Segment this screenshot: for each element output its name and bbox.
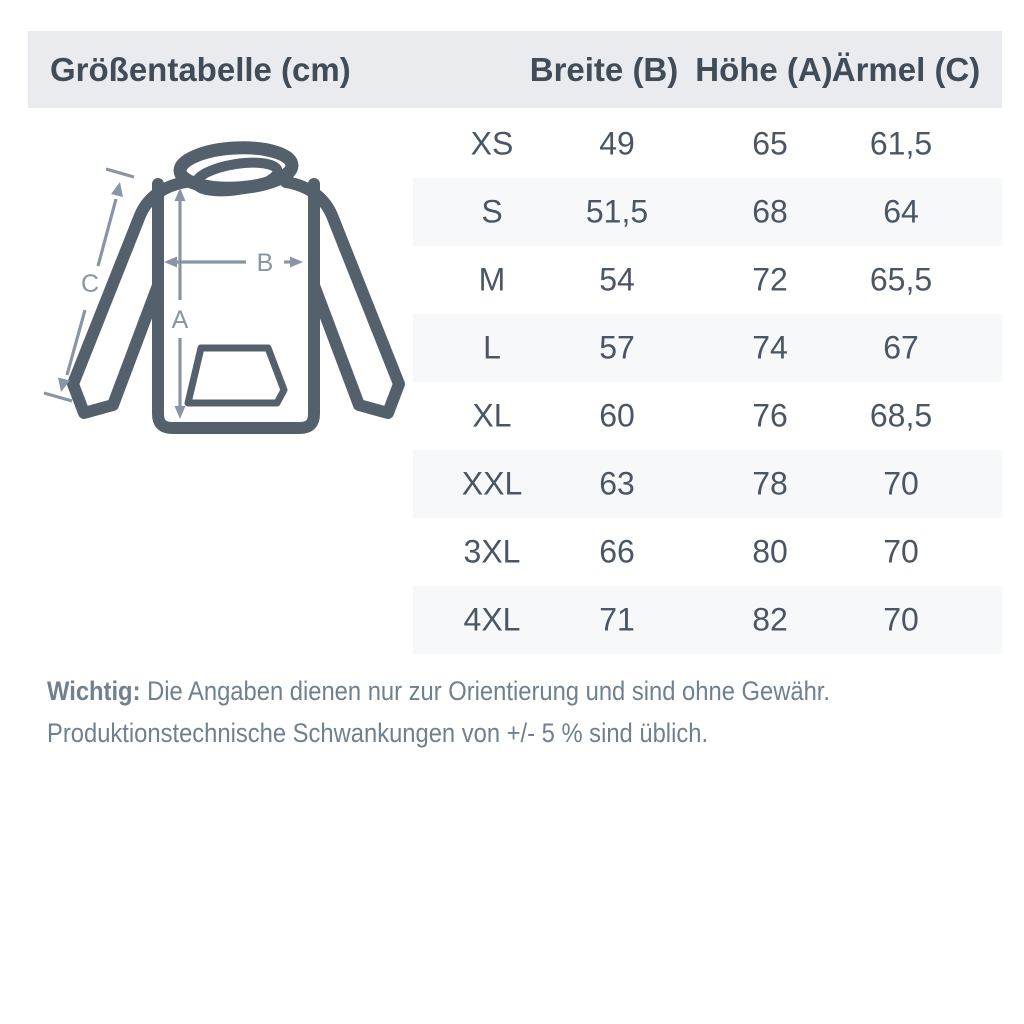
- breite-value: 49: [599, 125, 635, 162]
- dimension-label-a: A: [171, 306, 189, 334]
- table-row-xs: [413, 110, 1002, 178]
- dimension-arrow-c: [44, 169, 134, 401]
- chart-header-band: [28, 31, 1002, 108]
- aermel-value: 61,5: [869, 125, 933, 162]
- size-label: XS: [470, 125, 514, 162]
- hoehe-value: 78: [752, 465, 788, 502]
- size-label: M: [478, 261, 506, 298]
- table-row-m: [413, 246, 1002, 314]
- hoehe-value: 68: [752, 193, 788, 230]
- size-label: 3XL: [463, 533, 521, 570]
- table-row-xxl: [413, 450, 1002, 518]
- hoehe-value: 65: [752, 125, 788, 162]
- aermel-value: 67: [883, 329, 919, 366]
- table-row-xl: [413, 382, 1002, 450]
- size-table: [413, 110, 1002, 654]
- breite-value: 60: [599, 397, 635, 434]
- aermel-value: 70: [883, 601, 919, 638]
- dimension-label-b: B: [256, 249, 274, 277]
- aermel-value: 64: [883, 193, 919, 230]
- aermel-value: 65,5: [869, 261, 933, 298]
- breite-value: 54: [599, 261, 635, 298]
- disclaimer-line2: Produktionstechnische Schwankungen von +/- 5 % sind üblich.: [47, 718, 709, 748]
- table-row-l: [413, 314, 1002, 382]
- aermel-value: 70: [883, 465, 919, 502]
- aermel-value: 70: [883, 533, 919, 570]
- breite-value: 71: [599, 601, 635, 638]
- disclaimer-line1-text: Die Angaben dienen nur zur Orientierung und sind ohne Gewähr.: [140, 676, 830, 706]
- size-label: L: [483, 329, 501, 366]
- hoodie-measurement-diagram: [40, 120, 440, 450]
- table-row-4xl: [413, 586, 1002, 654]
- size-label: 4XL: [463, 601, 521, 638]
- dimension-arrow-a: [172, 188, 189, 419]
- breite-value: 51,5: [585, 193, 649, 230]
- column-header-aermel: Ärmel (C): [831, 51, 981, 88]
- disclaimer-line1: [47, 670, 1015, 712]
- hoehe-value: 72: [752, 261, 788, 298]
- hoehe-value: 82: [752, 601, 788, 638]
- hoehe-value: 76: [752, 397, 788, 434]
- size-label: XXL: [461, 465, 523, 502]
- table-row-s: [413, 178, 1002, 246]
- dimension-arrow-b: [164, 249, 303, 277]
- table-row-3xl: [413, 518, 1002, 586]
- size-label: XL: [472, 397, 512, 434]
- breite-value: 66: [599, 533, 635, 570]
- hoodie-pocket-outline: [188, 348, 284, 403]
- size-label: S: [481, 193, 503, 230]
- page-title: Größentabelle (cm): [50, 51, 351, 88]
- column-header-breite: Breite (B): [529, 51, 679, 88]
- breite-value: 63: [599, 465, 635, 502]
- disclaimer: [47, 670, 1015, 754]
- disclaimer-bold-word: Wichtig:: [47, 676, 141, 706]
- column-header-hoehe: Höhe (A): [695, 51, 833, 88]
- hoehe-value: 74: [752, 329, 788, 366]
- hood-inner-outline: [194, 158, 279, 197]
- aermel-value: 68,5: [869, 397, 933, 434]
- hoehe-value: 80: [752, 533, 788, 570]
- dimension-label-c: C: [80, 270, 100, 298]
- hoodie-sleeve-right: [286, 182, 399, 413]
- breite-value: 57: [599, 329, 635, 366]
